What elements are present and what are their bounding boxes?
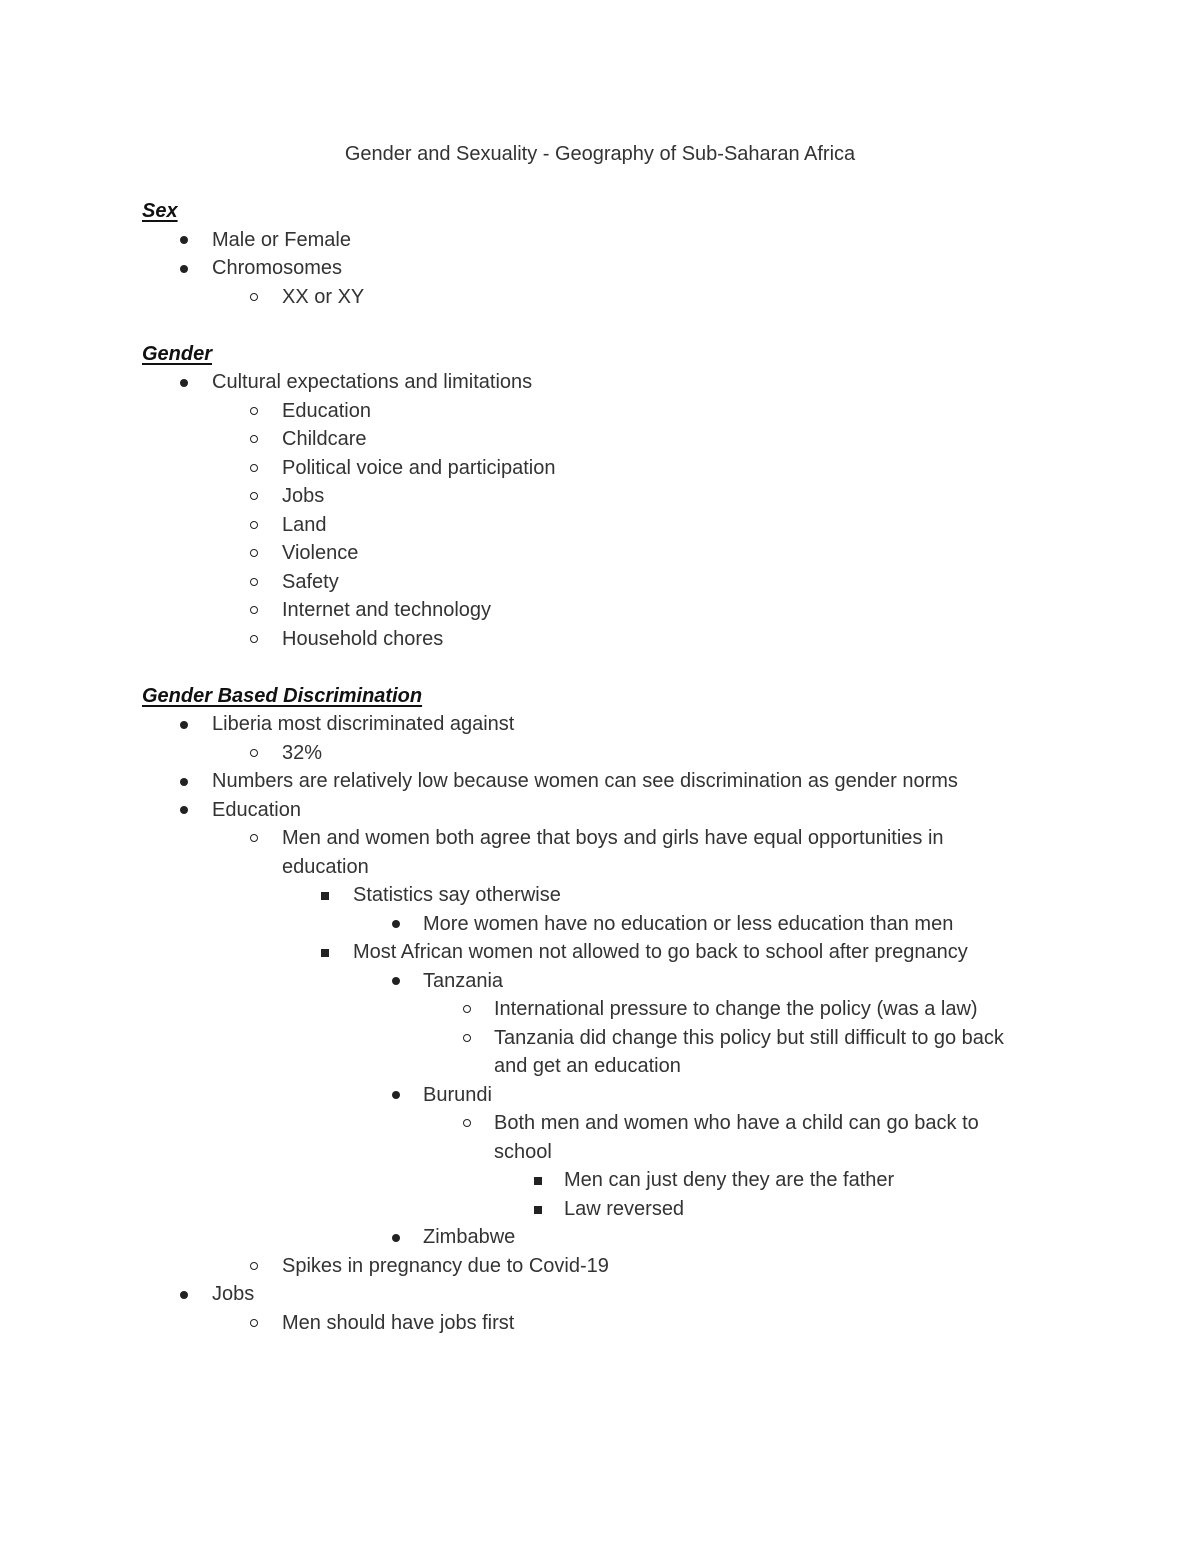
document-title: Gender and Sexuality - Geography of Sub-Saharan Africa [344, 143, 856, 165]
hollow-circle-bullet-icon [250, 1319, 258, 1327]
hollow-circle-bullet-icon [250, 749, 258, 757]
hollow-circle-bullet-icon [250, 293, 258, 301]
filled-disc-bullet-icon [180, 806, 188, 814]
list-item-text: Law reversed [564, 1197, 685, 1220]
hollow-circle-bullet-icon [463, 1119, 471, 1127]
hollow-circle-bullet-icon [250, 578, 258, 586]
list-item-text: and get an education [494, 1055, 681, 1077]
filled-disc-bullet-icon [180, 1291, 188, 1299]
list-item [142, 1166, 1062, 1195]
hollow-circle-bullet-icon [250, 435, 258, 443]
list-item [142, 739, 1062, 768]
list-item-text: Internet and technology [282, 599, 492, 621]
list-item-text: Jobs [212, 1283, 255, 1305]
list-item-text: Most African women not allowed to go back to school after pregnancy [353, 941, 968, 963]
list-item-text: Burundi [423, 1083, 492, 1106]
list-item-text: 32% [282, 741, 323, 764]
list-item-text: Tanzania [423, 969, 504, 992]
list-item-text: Men should have jobs first [282, 1311, 515, 1334]
list-item [142, 397, 1062, 426]
list-item [142, 1252, 1062, 1281]
list-item [142, 1195, 1062, 1224]
document-body [142, 197, 1062, 1337]
list-item-text: Land [282, 513, 327, 536]
list-item [142, 1280, 1062, 1309]
section-heading-gender: Gender [142, 342, 213, 365]
list-item-continuation [142, 1052, 1062, 1081]
list-item [142, 283, 1062, 312]
list-item [142, 1309, 1062, 1338]
list-item-text: XX or XY [282, 285, 365, 308]
filled-disc-bullet-icon [180, 778, 188, 786]
list-item [142, 511, 1062, 540]
list-item-text: Household chores [282, 627, 444, 650]
list-item-text: school [494, 1140, 552, 1163]
hollow-circle-bullet-icon [463, 1005, 471, 1013]
hollow-circle-bullet-icon [250, 606, 258, 614]
list-item-text: Childcare [282, 428, 367, 450]
list-item [142, 454, 1062, 483]
list-item-text: Zimbabwe [423, 1226, 516, 1248]
hollow-circle-bullet-icon [250, 492, 258, 500]
list-item-text: Men and women both agree that boys and girls have equal opportunities in [282, 827, 944, 849]
list-item-text: Violence [282, 542, 359, 564]
filled-square-bullet-icon [534, 1177, 542, 1185]
list-item-text: education [282, 855, 369, 878]
filled-disc-bullet-icon [392, 1234, 400, 1242]
list-item-text: More women have no education or less education than men [423, 912, 954, 935]
list-item-text: Safety [282, 570, 339, 593]
filled-disc-bullet-icon [180, 721, 188, 729]
list-item-continuation [142, 853, 1062, 882]
hollow-circle-bullet-icon [250, 521, 258, 529]
hollow-circle-bullet-icon [250, 549, 258, 557]
filled-disc-bullet-icon [180, 265, 188, 273]
list-item [142, 226, 1062, 255]
list-item [142, 1081, 1062, 1110]
list-item [142, 368, 1062, 397]
filled-disc-bullet-icon [180, 379, 188, 387]
list-item-text: Liberia most discriminated against [212, 713, 515, 735]
list-item-text: Numbers are relatively low because women can see discrimination as gender norms [212, 770, 958, 792]
list-item-text: Cultural expectations and limitations [212, 371, 533, 393]
list-item [142, 1024, 1062, 1053]
list-item-text: Jobs [282, 485, 325, 507]
list-item-continuation [142, 1138, 1062, 1167]
hollow-circle-bullet-icon [250, 407, 258, 415]
list-item [142, 967, 1062, 996]
hollow-circle-bullet-icon [463, 1034, 471, 1042]
filled-disc-bullet-icon [180, 236, 188, 244]
hollow-circle-bullet-icon [250, 635, 258, 643]
hollow-circle-bullet-icon [250, 1262, 258, 1270]
list-item [142, 767, 1062, 796]
list-item-text: Political voice and participation [282, 456, 556, 479]
hollow-circle-bullet-icon [250, 464, 258, 472]
filled-disc-bullet-icon [392, 1091, 400, 1099]
list-item [142, 482, 1062, 511]
list-item [142, 938, 1062, 967]
list-item [142, 425, 1062, 454]
section-heading-gender-based-discrimination: Gender Based Discrimination [142, 684, 423, 707]
list-item [142, 254, 1062, 283]
list-item [142, 824, 1062, 853]
list-item [142, 881, 1062, 910]
list-item [142, 596, 1062, 625]
list-item [142, 539, 1062, 568]
filled-disc-bullet-icon [392, 920, 400, 928]
filled-square-bullet-icon [534, 1206, 542, 1214]
list-item-text: Both men and women who have a child can go back to [494, 1112, 979, 1134]
blank-line [142, 311, 1062, 340]
list-item-text: Education [212, 798, 301, 821]
list-item [142, 625, 1062, 654]
list-item-text: Chromosomes [212, 257, 343, 279]
list-item [142, 710, 1062, 739]
blank-line [142, 653, 1062, 682]
filled-disc-bullet-icon [392, 977, 400, 985]
list-item-text: International pressure to change the policy (was a law) [494, 998, 978, 1020]
list-item [142, 796, 1062, 825]
list-item-text: Tanzania did change this policy but still difficult to go back [494, 1026, 1004, 1049]
filled-square-bullet-icon [321, 949, 329, 957]
list-item [142, 1109, 1062, 1138]
list-item-text: Statistics say otherwise [353, 884, 561, 906]
list-item [142, 568, 1062, 597]
list-item-text: Male or Female [212, 228, 351, 251]
list-item [142, 1223, 1062, 1252]
list-item-text: Spikes in pregnancy due to Covid-19 [282, 1254, 609, 1277]
list-item [142, 910, 1062, 939]
hollow-circle-bullet-icon [250, 834, 258, 842]
section-heading-sex: Sex [142, 200, 178, 222]
list-item [142, 995, 1062, 1024]
filled-square-bullet-icon [321, 892, 329, 900]
list-item-text: Men can just deny they are the father [564, 1169, 895, 1191]
list-item-text: Education [282, 399, 371, 422]
